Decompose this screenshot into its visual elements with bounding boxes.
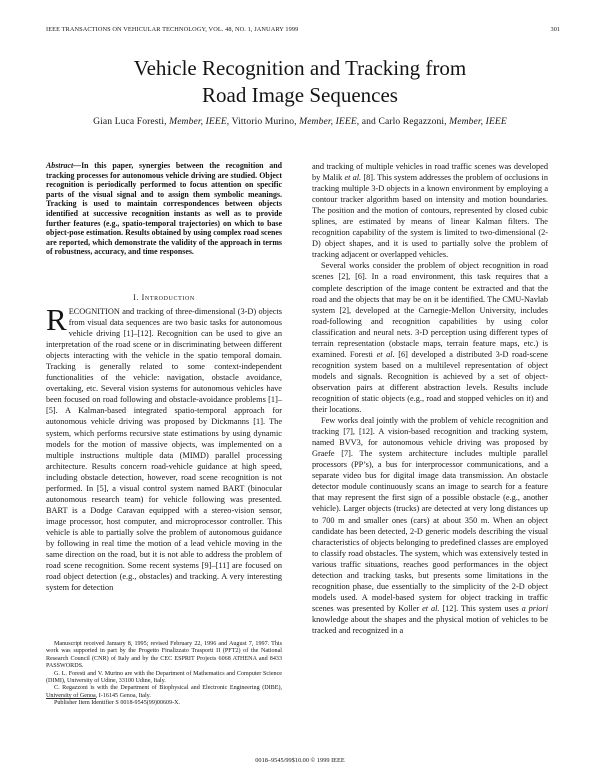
text-span: and tracking of multiple vehicles in road traffic scenes was developed by Malik — [312, 162, 548, 183]
etal: et al. — [422, 603, 440, 613]
abstract-text: In this paper, synergies between the recognition and tracking processes for autonomous vehicle driving are studied. Object recognition is periodically performed to focus attention on specific parts of the visual signal and to assign them symbolic meanings. Tracking is used to maintain correspondences between objects identified at successive recognition instants as well as to provide further features (e.g., spatio-temporal trajectories) on which to base object-pose estimation. Results obtained by using complex road scenes are reported, which demonstrate the validity of the approach in terms of robustness, accuracy, and time responses. — [46, 161, 282, 257]
text-span: [6] developed a distributed 3-D road-scene recognition system based on a multilevel representation of object models and signals. Recognition is achieved by a set of object-observation pairs at different abstraction levels. Results include recognition of static objects (e.g., road and stopped vehicles on it) and their locations. — [312, 349, 548, 415]
etal: et al. — [344, 173, 362, 183]
text-span: [8]. This system addresses the problem of occlusions in tracking multiple 3-D objects in a known environment by employing a contour tracker algorithm based on intensity and motion boundaries. The position and the motion of contours, represented by closed cubic splines, are estimated by means of linear Kalman filters. The recognition capability of the system is limited to two-dimensional (2-D) object shapes, and it is used to partially solve the problem of tracking adjacent or overlapped vehicles. — [312, 173, 548, 260]
text-span: [12]. This system uses — [442, 603, 519, 613]
right-paragraph-2 — [312, 260, 548, 415]
abstract-label: Abstract— — [46, 161, 82, 170]
a-priori: a priori — [521, 603, 548, 613]
abstract — [46, 161, 282, 257]
right-column — [312, 161, 548, 636]
footnotes — [46, 641, 282, 708]
text-span: Few works deal jointly with the problem of vehicle recognition and tracking [7], [12]. A vision-based recognition and tracking system, named BVV3, for autonomous vehicle driving was proposed by Graefe [7]. The system architecture includes multiple parallel processors (PP’s), a bus for interprocessor communications, and a separate video bus for digital image data transmission. An obstacle detector module continuously scans an image to search for a feature that may represent the first sign of a possible obstacle (e.g., another vehicle). Larger objects (trucks) are detected at very long distances up to 700 m and smaller ones (cars) at about 350 m. When an object candidate has been detected, 2-D generic models describing the visual characteristics of objects belonging to predefined classes are employed to classify road obstacles. The system, which was extensively tested in various traffic situations, reaches good performances in the object detection and tracking tasks, but presents some limitations in the recognition phase, due essentially to the simplicity of the 2-D object models used. A model-based system for object tracking in traffic scenes was presented by Koller — [312, 416, 548, 613]
paper-title — [0, 55, 600, 109]
author-3-role: Member, IEEE — [449, 116, 507, 127]
right-paragraph-3 — [312, 415, 548, 636]
drop-cap: R — [46, 302, 67, 337]
introduction-body — [46, 302, 282, 593]
footnote-affiliation-2: C. Regazzoni is with the Department of Biophysical and Electronic Engineering (DIBE), University of Genoa, I-16145 Genoa, Italy. — [46, 685, 282, 699]
title-line-1: Vehicle Recognition and Tracking from — [133, 56, 467, 80]
copyright-footer: 0018–9545/99$10.00 © 1999 IEEE — [255, 757, 345, 764]
page-number: 301 — [550, 26, 560, 33]
running-header: IEEE TRANSACTIONS ON VEHICULAR TECHNOLOGY, VOL. 48, NO. 1, JANUARY 1999 — [46, 26, 299, 33]
author-list — [0, 116, 600, 127]
author-2-role: Member, IEEE, — [299, 116, 360, 127]
intro-paragraph — [46, 302, 282, 593]
author-1-role: Member, IEEE, — [169, 116, 230, 127]
title-line-2: Road Image Sequences — [202, 83, 398, 107]
intro-text: and tracking of three-dimensional (3-D) objects from visual data sequences are two basic tasks for autonomous vehicle driving [1]–[12]. Recognition can be used to give an interpretation of the road scene or in discriminating between different objects interacting with the vehicle in the spatio temporal domain. Tracking is generally related to some context-independent functionalities of the vehicle: navigation, obstacle avoidance, overtaking, etc. Several vision systems for autonomous vehicles have been focused on road following and obstacle-avoidance problems [1]–[5]. A Kalman-based integrated spatio-temporal approach for autonomous vehicle driving was proposed by Dickmanns [1]. The system, which performs recursive state estimations by using dynamic models for the motion of massive objects, was implemented on a multiple instructions multiple data (MIMD) parallel processing architecture. Results concern road-vehicle guidance at high speed, including obstacle detection, however, road scene recognition is not performed. In [5], a visual control system named BART (binocular autonomous research team) for vehicle following was presented. BART is a Dodge Caravan equipped with a stereo-vision sensor, image processor, host computer, and microprocessor controller. This vehicle is able to partially solve the problem of autonomous guidance by following in real time the motion of a lead vehicle moving in the same direction on the road, but it is not able to address the problem of road scene recognition. Some recent systems [9]–[11] are focused on road object detection (e.g., obstacles) and tracking. A very interesting system for detection — [46, 307, 282, 593]
author-3-name: and Carlo Regazzoni, — [361, 116, 447, 127]
right-paragraph-1 — [312, 161, 548, 260]
footnote-publisher-id: Publisher Item Identifier S 0018-9545(99)00609-X. — [54, 700, 181, 707]
etal: et al. — [376, 349, 395, 359]
author-2-name: Vittorio Murino, — [231, 116, 297, 127]
footnote-manuscript: Manuscript received January 8, 1995; revised February 22, 1996 and August 7, 1997. This work was supported in part by the Progetto Finalizzato Trasporti II (PFT2) of the National Research Council (CNR) of Italy and by the CEC ESPRIT Projects 6068 ATHENA and 8433 PASSWORDS. — [46, 641, 282, 670]
first-word: ECOGNITION — [68, 307, 120, 316]
footnote-affiliation-1: G. L. Foresti and V. Murino are with the Department of Mathematics and Computer Science (DIMI), University of Udine, 33100 Udine, Italy. — [46, 670, 282, 685]
author-1-name: Gian Luca Foresti, — [93, 116, 167, 127]
section-heading-introduction: I. Introduction — [133, 293, 195, 302]
text-span: Several works consider the problem of object recognition in road scenes [2], [6]. In a road environment, this task requires that a complete description of the image content be extracted and that the road and the objects that may be on it be identified. The CMU-Navlab system [2], developed at the Carnegie-Mellon University, includes road-following and recognition capabilities by using color classification and neural nets. 3-D perception using different types of terrain representation (obstacle maps, terrain feature maps, etc.) is examined. Foresti — [312, 261, 548, 359]
text-span: knowledge about the shapes and the physical motion of vehicles to be tracked and recognized in a — [312, 614, 548, 635]
